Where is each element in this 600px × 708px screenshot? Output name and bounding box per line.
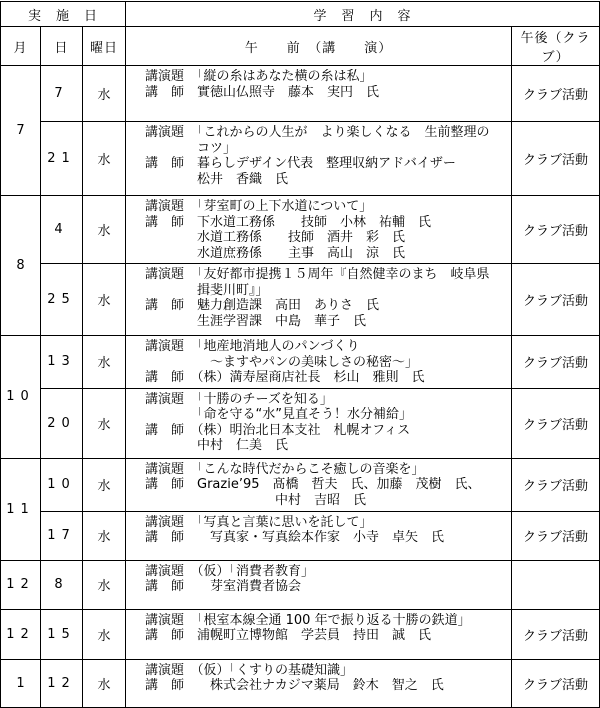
lecture-line: 講演題 「こんな時代だからこそ癒しの音楽を」 xyxy=(145,461,425,477)
table-row xyxy=(1,122,600,196)
day-cell: 21 xyxy=(41,122,83,196)
afternoon-cell: クラブ活動 xyxy=(512,264,600,336)
table-row xyxy=(1,388,600,458)
schedule-table xyxy=(0,1,600,708)
day-cell: 17 xyxy=(41,511,83,560)
lecture-line: 中村 吉昭 氏 xyxy=(145,492,367,508)
weekday-cell: 水 xyxy=(83,66,126,122)
lecture-cell xyxy=(126,560,512,609)
lecture-line: 講演題 「友好都市提携１５周年『自然健幸のまち 岐阜県 xyxy=(145,267,490,282)
day-cell: 12 xyxy=(41,659,83,707)
lecture-line: 講 師 写真家・写真絵本作家 小寺 卓矢 氏 xyxy=(145,530,445,545)
table-row xyxy=(1,511,600,560)
lecture-cell xyxy=(126,609,512,659)
weekday-header: 曜日 xyxy=(83,27,126,66)
table-row xyxy=(1,196,600,264)
lecture-line: 生涯学習課 中島 華子 氏 xyxy=(145,313,367,329)
day-cell: 4 xyxy=(41,196,83,264)
lecture-line: 講演題 「十勝のチーズを知る」 xyxy=(145,391,333,407)
month-cell: 11 xyxy=(1,458,41,560)
lecture-line: 水道庶務係 主事 高山 涼 氏 xyxy=(145,245,406,261)
lecture-line: 講演題 （仮）「くすりの基礎知識」 xyxy=(145,662,354,678)
weekday-cell: 水 xyxy=(83,264,126,336)
lecture-line: 講演題 （仮）「消費者教育」 xyxy=(145,563,315,579)
afternoon-cell: クラブ活動 xyxy=(512,66,600,122)
month-header: 月 xyxy=(1,27,41,66)
day-cell: 20 xyxy=(41,388,83,458)
header-row-sub xyxy=(1,27,600,66)
afternoon-cell: クラブ活動 xyxy=(512,336,600,389)
day-header: 日 xyxy=(41,27,83,66)
lecture-cell xyxy=(126,336,512,389)
lecture-cell xyxy=(126,458,512,511)
afternoon-cell: クラブ活動 xyxy=(512,659,600,707)
lecture-line: 講演題 「根室本線全通 100 年で振り返る十勝の鉄道」 xyxy=(145,612,471,628)
afternoon-cell: クラブ活動 xyxy=(512,388,600,458)
day-cell: 10 xyxy=(41,458,83,511)
lecture-line: 講 師 實徳山仏照寺 藤本 実円 氏 xyxy=(145,84,380,100)
month-cell: 12 xyxy=(1,609,41,659)
lecture-line: 水道工務係 技師 酒井 彩 氏 xyxy=(145,230,406,245)
lecture-line: 講演題 「縦の糸はあなた横の糸は私」 xyxy=(145,69,373,84)
lecture-line: 「命を守る“水”見直そう！水分補給」 xyxy=(145,407,412,422)
weekday-cell: 水 xyxy=(83,122,126,196)
lecture-cell xyxy=(126,388,512,458)
date-group-header: 実 施 日 xyxy=(1,2,126,27)
lecture-cell xyxy=(126,122,512,196)
lecture-cell xyxy=(126,659,512,707)
lecture-cell xyxy=(126,196,512,264)
lecture-cell xyxy=(126,264,512,336)
lecture-line: 講 師 Grazie’95 髙橋 哲夫 氏、加藤 茂樹 氏、 xyxy=(145,477,481,492)
weekday-cell: 水 xyxy=(83,560,126,609)
lecture-line: 講演題 「これからの人生が より楽しくなる 生前整理の xyxy=(145,125,490,140)
weekday-cell: 水 xyxy=(83,458,126,511)
day-cell: 15 xyxy=(41,609,83,659)
lecture-line: 揖斐川町』」 xyxy=(145,282,269,298)
weekday-cell: 水 xyxy=(83,511,126,560)
lecture-line: 講 師 暮らしデザイン代表 整理収納アドバイザー xyxy=(145,156,456,171)
month-cell: 7 xyxy=(1,66,41,196)
day-cell: 7 xyxy=(41,66,83,122)
afternoon-cell: クラブ活動 xyxy=(512,511,600,560)
table-row xyxy=(1,336,600,389)
afternoon-cell: クラブ活動 xyxy=(512,196,600,264)
lecture-line: 講 師 浦幌町立博物館 学芸員 持田 誠 氏 xyxy=(145,628,432,643)
lecture-line: ～ますやパンの美味しさの秘密～」 xyxy=(145,354,419,370)
lecture-line: 講 師 株式会社ナカジマ薬局 鈴木 智之 氏 xyxy=(145,678,444,693)
content-group-header: 学 習 内 容 xyxy=(126,2,600,27)
weekday-cell: 水 xyxy=(83,659,126,707)
lecture-line: 講 師 （株）満寿屋商店社長 杉山 雅則 氏 xyxy=(145,370,425,385)
morning-header: 午 前 （講 演） xyxy=(126,27,512,66)
lecture-cell xyxy=(126,511,512,560)
lecture-line: 講 師 下水道工務係 技師 小林 祐輔 氏 xyxy=(145,214,432,230)
lecture-line: 講 師 芽室消費者協会 xyxy=(145,579,302,594)
table-row xyxy=(1,458,600,511)
month-cell: 10 xyxy=(1,336,41,459)
table-row xyxy=(1,609,600,659)
lecture-line: 松井 香織 氏 xyxy=(145,171,289,187)
lecture-line: 中村 仁美 氏 xyxy=(145,438,289,453)
weekday-cell: 水 xyxy=(83,336,126,389)
day-cell: 13 xyxy=(41,336,83,389)
afternoon-cell: クラブ活動 xyxy=(512,122,600,196)
table-row xyxy=(1,66,600,122)
month-cell: 8 xyxy=(1,196,41,336)
afternoon-cell: クラブ活動 xyxy=(512,458,600,511)
weekday-cell: 水 xyxy=(83,388,126,458)
lecture-line: 講演題 「芽室町の上下水道について」 xyxy=(145,199,373,214)
table-row xyxy=(1,659,600,707)
afternoon-cell: クラブ活動 xyxy=(512,609,600,659)
day-cell: 25 xyxy=(41,264,83,336)
weekday-cell: 水 xyxy=(83,609,126,659)
lecture-cell xyxy=(126,66,512,122)
afternoon-cell xyxy=(512,560,600,609)
month-cell: 1 xyxy=(1,659,41,707)
day-cell: 8 xyxy=(41,560,83,609)
table-row xyxy=(1,264,600,336)
month-cell: 12 xyxy=(1,560,41,609)
header-row-top xyxy=(1,2,600,27)
lecture-line: 講演題 「写真と言葉に思いを託して」 xyxy=(145,514,373,530)
lecture-line: コツ」 xyxy=(145,140,237,156)
lecture-line: 講 師 魅力創造課 高田 ありさ 氏 xyxy=(145,298,380,313)
table-row xyxy=(1,560,600,609)
lecture-line: 講 師 （株）明治北日本支社 札幌オフィス xyxy=(145,422,411,438)
lecture-line: 講演題 「地産地消地人のパンづくり xyxy=(145,339,360,354)
weekday-cell: 水 xyxy=(83,196,126,264)
afternoon-header: 午後（クラブ） xyxy=(512,27,600,66)
